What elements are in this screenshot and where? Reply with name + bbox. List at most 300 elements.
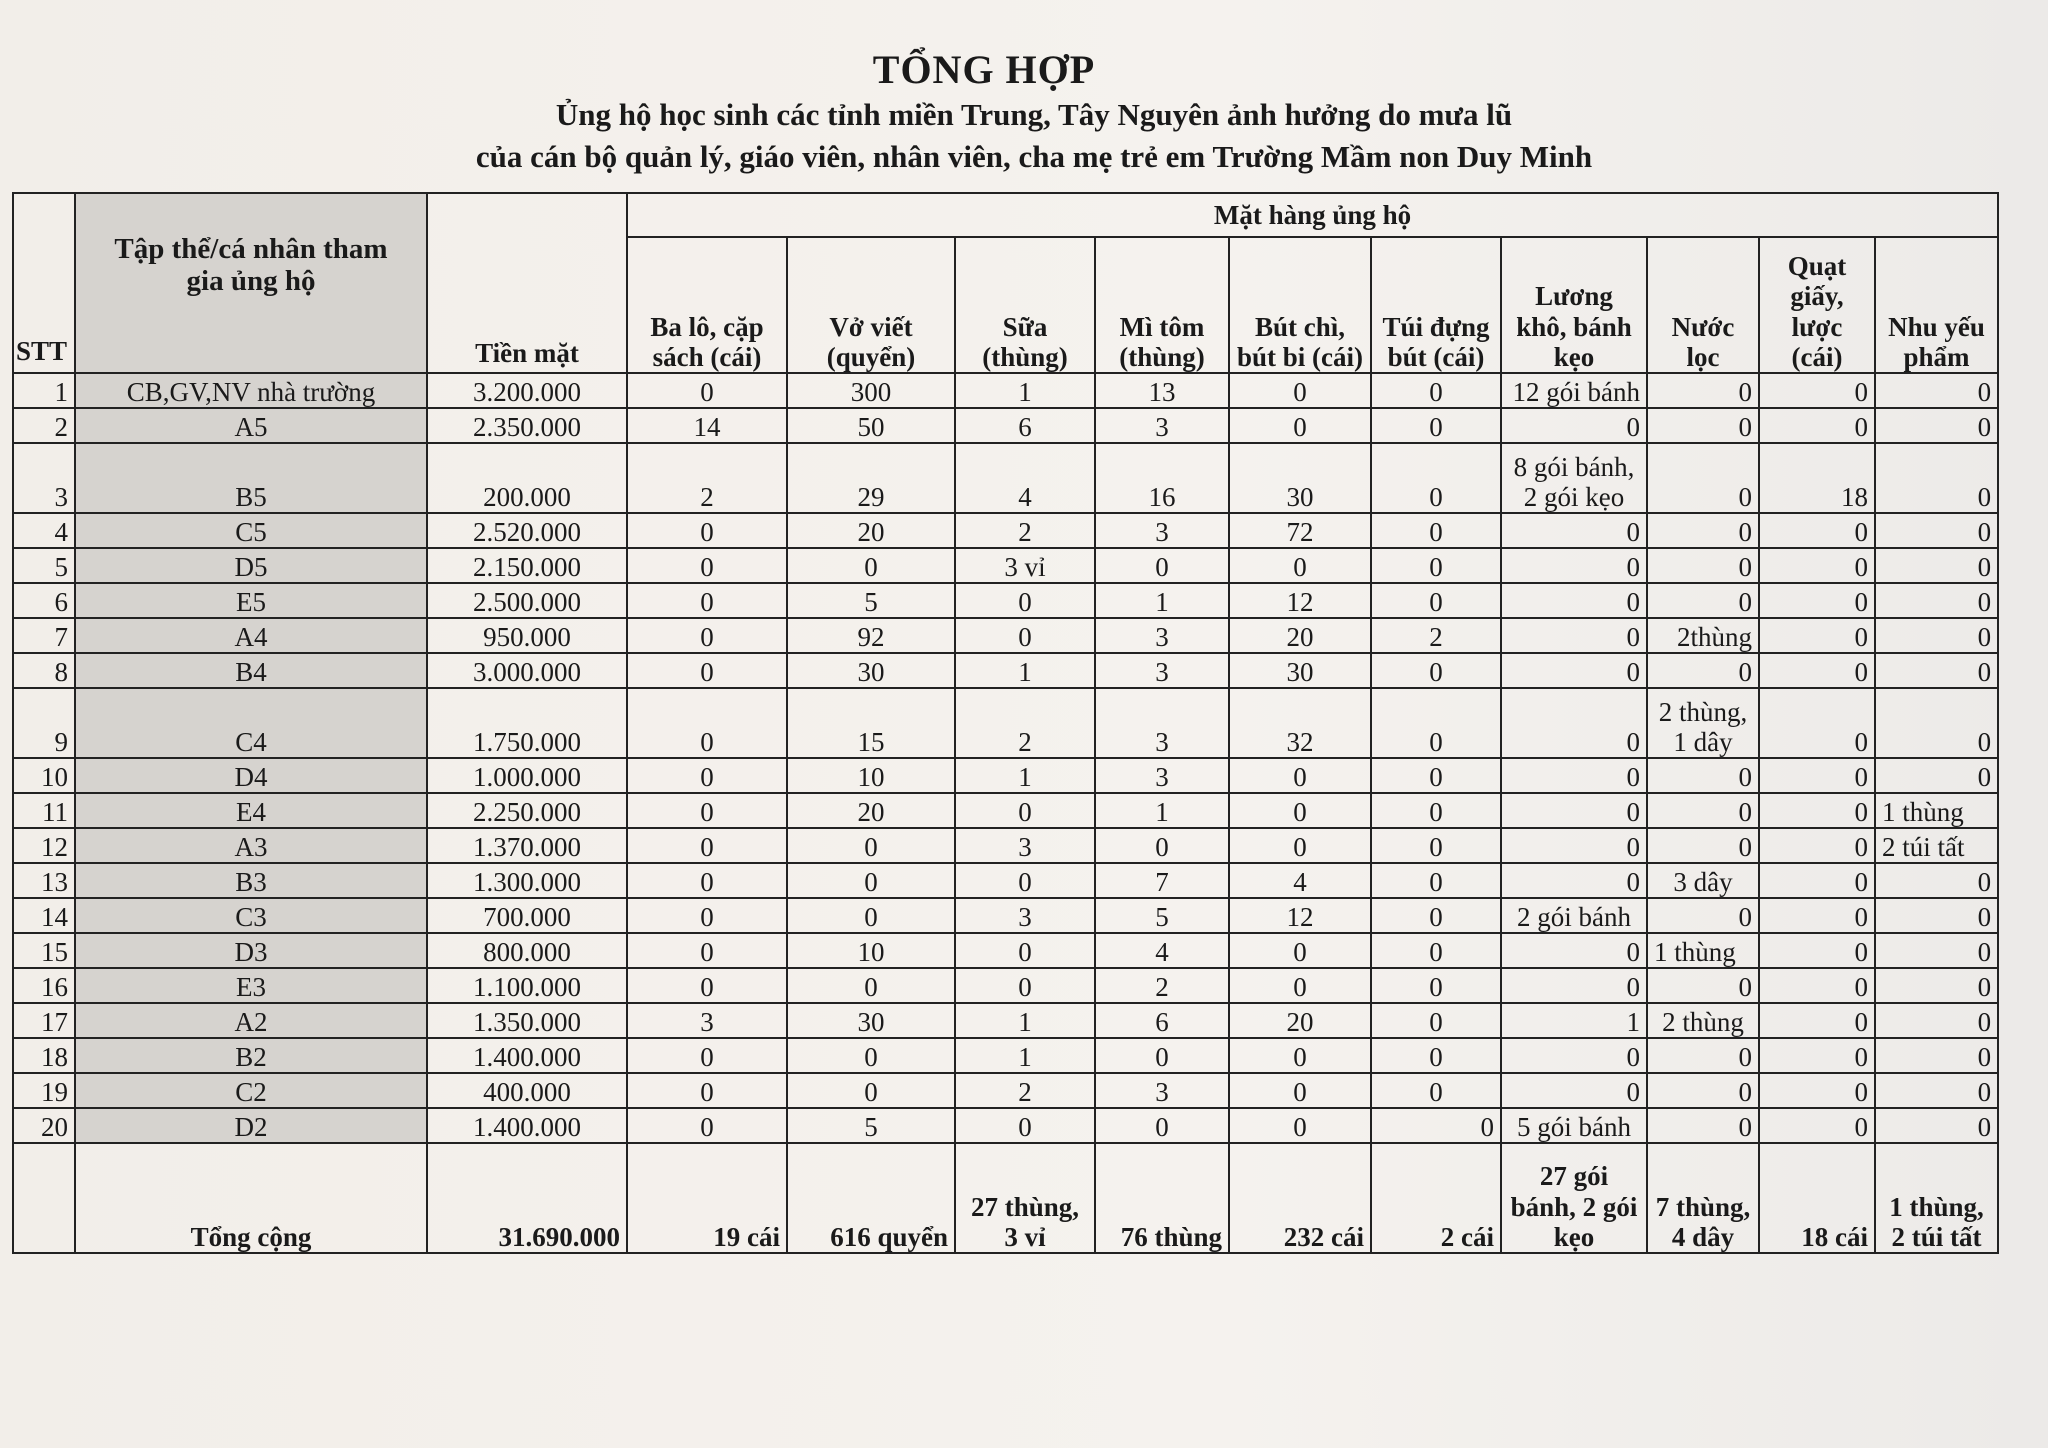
total-pencase: 2 cái <box>1371 1143 1501 1253</box>
cell-noodle: 3 <box>1095 618 1229 653</box>
cell-cash: 400.000 <box>427 1073 627 1108</box>
cell-cash: 2.520.000 <box>427 513 627 548</box>
total-cash: 31.690.000 <box>427 1143 627 1253</box>
cell-backpack: 0 <box>627 1108 787 1143</box>
cell-noodle: 3 <box>1095 758 1229 793</box>
cell-notebook: 50 <box>787 408 955 443</box>
cell-cash: 1.000.000 <box>427 758 627 793</box>
cell-notebook: 10 <box>787 758 955 793</box>
cell-backpack: 0 <box>627 968 787 1003</box>
table-row <box>13 1038 1998 1073</box>
cell-fan: 0 <box>1759 373 1875 408</box>
cell-stt: 7 <box>13 618 75 653</box>
cell-essentials: 0 <box>1875 863 1998 898</box>
cell-milk: 0 <box>955 618 1095 653</box>
cell-essentials: 0 <box>1875 583 1998 618</box>
cell-pen: 30 <box>1229 443 1371 513</box>
cell-water: 0 <box>1647 373 1759 408</box>
table-row <box>13 793 1998 828</box>
cell-cash: 1.100.000 <box>427 968 627 1003</box>
cell-fan: 0 <box>1759 1108 1875 1143</box>
table-row <box>13 583 1998 618</box>
cell-pencase: 0 <box>1371 1073 1501 1108</box>
cell-pencase: 2 <box>1371 618 1501 653</box>
cell-milk: 3 vỉ <box>955 548 1095 583</box>
cell-food: 0 <box>1501 1038 1647 1073</box>
cell-backpack: 0 <box>627 548 787 583</box>
cell-backpack: 0 <box>627 758 787 793</box>
cell-notebook: 0 <box>787 898 955 933</box>
cell-essentials: 1 thùng <box>1875 793 1998 828</box>
cell-pen: 72 <box>1229 513 1371 548</box>
cell-noodle: 2 <box>1095 968 1229 1003</box>
cell-pen: 0 <box>1229 968 1371 1003</box>
cell-pencase: 0 <box>1371 898 1501 933</box>
cell-water: 2thùng <box>1647 618 1759 653</box>
cell-name: B3 <box>75 863 427 898</box>
cell-milk: 3 <box>955 828 1095 863</box>
cell-food: 0 <box>1501 583 1647 618</box>
cell-noodle: 3 <box>1095 408 1229 443</box>
cell-pencase: 0 <box>1371 653 1501 688</box>
cell-essentials: 0 <box>1875 968 1998 1003</box>
cell-water: 0 <box>1647 1073 1759 1108</box>
cell-milk: 1 <box>955 1038 1095 1073</box>
cell-pencase: 0 <box>1371 933 1501 968</box>
cell-water: 0 <box>1647 1038 1759 1073</box>
cell-pen: 4 <box>1229 863 1371 898</box>
cell-cash: 3.200.000 <box>427 373 627 408</box>
header-water: Nước lọc <box>1647 237 1759 373</box>
cell-pencase: 0 <box>1371 863 1501 898</box>
cell-stt: 3 <box>13 443 75 513</box>
cell-cash: 2.250.000 <box>427 793 627 828</box>
cell-milk: 0 <box>955 793 1095 828</box>
cell-backpack: 0 <box>627 1073 787 1108</box>
cell-cash: 2.500.000 <box>427 583 627 618</box>
cell-essentials: 0 <box>1875 1108 1998 1143</box>
cell-notebook: 92 <box>787 618 955 653</box>
cell-noodle: 13 <box>1095 373 1229 408</box>
cell-cash: 200.000 <box>427 443 627 513</box>
cell-food: 0 <box>1501 618 1647 653</box>
cell-food: 0 <box>1501 513 1647 548</box>
cell-name: A3 <box>75 828 427 863</box>
cell-food: 0 <box>1501 968 1647 1003</box>
cell-essentials: 0 <box>1875 688 1998 758</box>
cell-pen: 0 <box>1229 1108 1371 1143</box>
cell-milk: 2 <box>955 1073 1095 1108</box>
cell-pen: 0 <box>1229 758 1371 793</box>
cell-fan: 0 <box>1759 1073 1875 1108</box>
cell-cash: 700.000 <box>427 898 627 933</box>
cell-notebook: 30 <box>787 653 955 688</box>
cell-notebook: 300 <box>787 373 955 408</box>
cell-food: 1 <box>1501 1003 1647 1038</box>
cell-essentials: 0 <box>1875 1003 1998 1038</box>
cell-name: E4 <box>75 793 427 828</box>
cell-stt: 5 <box>13 548 75 583</box>
total-notebook: 616 quyển <box>787 1143 955 1253</box>
cell-backpack: 0 <box>627 898 787 933</box>
header-fan: Quạt giấy, lược (cái) <box>1759 237 1875 373</box>
cell-essentials: 0 <box>1875 513 1998 548</box>
cell-noodle: 1 <box>1095 793 1229 828</box>
total-row <box>13 1143 1998 1253</box>
cell-pen: 0 <box>1229 828 1371 863</box>
cell-water: 0 <box>1647 653 1759 688</box>
cell-food: 0 <box>1501 1073 1647 1108</box>
cell-noodle: 0 <box>1095 548 1229 583</box>
cell-backpack: 0 <box>627 653 787 688</box>
cell-fan: 0 <box>1759 1038 1875 1073</box>
total-milk: 27 thùng, 3 vỉ <box>955 1143 1095 1253</box>
cell-fan: 0 <box>1759 898 1875 933</box>
cell-backpack: 14 <box>627 408 787 443</box>
cell-noodle: 4 <box>1095 933 1229 968</box>
cell-pen: 0 <box>1229 548 1371 583</box>
cell-notebook: 0 <box>787 828 955 863</box>
cell-water: 1 thùng <box>1647 933 1759 968</box>
cell-stt: 19 <box>13 1073 75 1108</box>
cell-water: 0 <box>1647 443 1759 513</box>
cell-cash: 1.300.000 <box>427 863 627 898</box>
cell-name: CB,GV,NV nhà trường <box>75 373 427 408</box>
cell-fan: 0 <box>1759 548 1875 583</box>
cell-stt: 15 <box>13 933 75 968</box>
cell-stt: 13 <box>13 863 75 898</box>
cell-milk: 4 <box>955 443 1095 513</box>
title-block <box>0 46 2048 175</box>
cell-pencase: 0 <box>1371 828 1501 863</box>
cell-name: A5 <box>75 408 427 443</box>
cell-essentials: 0 <box>1875 933 1998 968</box>
cell-stt: 2 <box>13 408 75 443</box>
cell-backpack: 0 <box>627 1038 787 1073</box>
cell-pencase: 0 <box>1371 408 1501 443</box>
cell-fan: 0 <box>1759 513 1875 548</box>
cell-water: 0 <box>1647 548 1759 583</box>
header-pen: Bút chì, bút bi (cái) <box>1229 237 1371 373</box>
table-row <box>13 513 1998 548</box>
cell-name: D2 <box>75 1108 427 1143</box>
cell-milk: 2 <box>955 513 1095 548</box>
cell-water: 0 <box>1647 408 1759 443</box>
header-notebook: Vở viết (quyển) <box>787 237 955 373</box>
cell-milk: 1 <box>955 758 1095 793</box>
cell-fan: 0 <box>1759 863 1875 898</box>
cell-name: A2 <box>75 1003 427 1038</box>
table-row <box>13 548 1998 583</box>
cell-milk: 0 <box>955 933 1095 968</box>
cell-backpack: 0 <box>627 688 787 758</box>
header-backpack: Ba lô, cặp sách (cái) <box>627 237 787 373</box>
header-milk: Sữa (thùng) <box>955 237 1095 373</box>
cell-notebook: 30 <box>787 1003 955 1038</box>
cell-milk: 0 <box>955 863 1095 898</box>
cell-name: B2 <box>75 1038 427 1073</box>
cell-milk: 1 <box>955 373 1095 408</box>
cell-food: 2 gói bánh <box>1501 898 1647 933</box>
cell-name: B5 <box>75 443 427 513</box>
cell-essentials: 0 <box>1875 898 1998 933</box>
cell-fan: 18 <box>1759 443 1875 513</box>
cell-name: E3 <box>75 968 427 1003</box>
cell-notebook: 10 <box>787 933 955 968</box>
cell-fan: 0 <box>1759 618 1875 653</box>
cell-noodle: 1 <box>1095 583 1229 618</box>
cell-cash: 1.350.000 <box>427 1003 627 1038</box>
cell-stt: 8 <box>13 653 75 688</box>
cell-pen: 0 <box>1229 793 1371 828</box>
cell-pencase: 0 <box>1371 1038 1501 1073</box>
cell-notebook: 0 <box>787 863 955 898</box>
cell-stt: 20 <box>13 1108 75 1143</box>
table-row <box>13 1003 1998 1038</box>
cell-essentials: 0 <box>1875 373 1998 408</box>
cell-cash: 3.000.000 <box>427 653 627 688</box>
cell-pencase: 0 <box>1371 688 1501 758</box>
table-row <box>13 443 1998 513</box>
cell-pencase: 0 <box>1371 793 1501 828</box>
cell-pen: 32 <box>1229 688 1371 758</box>
cell-essentials: 2 túi tất <box>1875 828 1998 863</box>
cell-food: 0 <box>1501 688 1647 758</box>
table-row <box>13 828 1998 863</box>
cell-fan: 0 <box>1759 933 1875 968</box>
cell-cash: 1.400.000 <box>427 1038 627 1073</box>
cell-food: 0 <box>1501 933 1647 968</box>
header-goods-group: Mặt hàng ủng hộ <box>627 193 1998 237</box>
cell-pen: 0 <box>1229 1073 1371 1108</box>
cell-backpack: 2 <box>627 443 787 513</box>
cell-stt: 4 <box>13 513 75 548</box>
cell-milk: 0 <box>955 968 1095 1003</box>
cell-stt: 1 <box>13 373 75 408</box>
cell-pen: 20 <box>1229 618 1371 653</box>
cell-backpack: 0 <box>627 828 787 863</box>
cell-water: 0 <box>1647 828 1759 863</box>
cell-name: C4 <box>75 688 427 758</box>
total-food: 27 gói bánh, 2 gói kẹo <box>1501 1143 1647 1253</box>
cell-stt: 17 <box>13 1003 75 1038</box>
cell-name: D5 <box>75 548 427 583</box>
document-subtitle-2: của cán bộ quản lý, giáo viên, nhân viên, cha mẹ trẻ em Trường Mầm non Duy Minh <box>475 139 1593 174</box>
cell-stt: 18 <box>13 1038 75 1073</box>
cell-pen: 0 <box>1229 373 1371 408</box>
cell-backpack: 0 <box>627 373 787 408</box>
cell-notebook: 0 <box>787 548 955 583</box>
table-row <box>13 373 1998 408</box>
cell-notebook: 0 <box>787 1038 955 1073</box>
cell-water: 0 <box>1647 583 1759 618</box>
cell-notebook: 5 <box>787 583 955 618</box>
cell-pencase: 0 <box>1371 513 1501 548</box>
table-row <box>13 863 1998 898</box>
table-row <box>13 898 1998 933</box>
cell-essentials: 0 <box>1875 1038 1998 1073</box>
cell-stt: 12 <box>13 828 75 863</box>
cell-fan: 0 <box>1759 583 1875 618</box>
cell-milk: 0 <box>955 583 1095 618</box>
cell-backpack: 0 <box>627 618 787 653</box>
cell-stt: 10 <box>13 758 75 793</box>
table-row <box>13 688 1998 758</box>
cell-pen: 0 <box>1229 408 1371 443</box>
cell-water: 0 <box>1647 793 1759 828</box>
cell-pencase: 0 <box>1371 968 1501 1003</box>
cell-name: E5 <box>75 583 427 618</box>
cell-pen: 30 <box>1229 653 1371 688</box>
cell-essentials: 0 <box>1875 653 1998 688</box>
cell-water: 3 dây <box>1647 863 1759 898</box>
header-pencase: Túi đựng bút (cái) <box>1371 237 1501 373</box>
cell-essentials: 0 <box>1875 1073 1998 1108</box>
cell-water: 0 <box>1647 758 1759 793</box>
donation-table <box>12 192 1999 1254</box>
cell-noodle: 0 <box>1095 1038 1229 1073</box>
cell-essentials: 0 <box>1875 443 1998 513</box>
cell-pencase: 0 <box>1371 548 1501 583</box>
cell-noodle: 5 <box>1095 898 1229 933</box>
header-stt: STT <box>13 193 75 373</box>
cell-pencase: 0 <box>1371 1003 1501 1038</box>
cell-food: 0 <box>1501 408 1647 443</box>
document-title: TỔNG HỢP <box>872 47 1096 92</box>
table-row <box>13 968 1998 1003</box>
cell-noodle: 3 <box>1095 653 1229 688</box>
cell-backpack: 0 <box>627 863 787 898</box>
cell-pencase: 0 <box>1371 373 1501 408</box>
cell-noodle: 3 <box>1095 688 1229 758</box>
cell-backpack: 0 <box>627 583 787 618</box>
cell-stt: 11 <box>13 793 75 828</box>
cell-name: A4 <box>75 618 427 653</box>
cell-pen: 0 <box>1229 1038 1371 1073</box>
table-row <box>13 933 1998 968</box>
header-essentials: Nhu yếu phẩm <box>1875 237 1998 373</box>
cell-food: 8 gói bánh, 2 gói kẹo <box>1501 443 1647 513</box>
cell-water: 2 thùng, 1 dây <box>1647 688 1759 758</box>
table-row <box>13 653 1998 688</box>
header-participant: Tập thể/cá nhân tham gia ủng hộ <box>75 193 427 373</box>
cell-pencase: 0 <box>1371 443 1501 513</box>
cell-food: 0 <box>1501 653 1647 688</box>
cell-pencase: 0 <box>1371 758 1501 793</box>
cell-noodle: 6 <box>1095 1003 1229 1038</box>
total-fan: 18 cái <box>1759 1143 1875 1253</box>
cell-name: B4 <box>75 653 427 688</box>
cell-milk: 6 <box>955 408 1095 443</box>
cell-pen: 12 <box>1229 583 1371 618</box>
cell-notebook: 0 <box>787 968 955 1003</box>
cell-milk: 3 <box>955 898 1095 933</box>
cell-milk: 2 <box>955 688 1095 758</box>
cell-notebook: 20 <box>787 513 955 548</box>
cell-backpack: 0 <box>627 793 787 828</box>
cell-pencase: 0 <box>1371 1108 1501 1143</box>
cell-cash: 1.370.000 <box>427 828 627 863</box>
document-subtitle-1: Ủng hộ học sinh các tỉnh miền Trung, Tây Nguyên ảnh hưởng do mưa lũ <box>555 97 1513 132</box>
cell-noodle: 16 <box>1095 443 1229 513</box>
cell-cash: 950.000 <box>427 618 627 653</box>
cell-notebook: 5 <box>787 1108 955 1143</box>
cell-pen: 20 <box>1229 1003 1371 1038</box>
cell-stt: 14 <box>13 898 75 933</box>
cell-name: C5 <box>75 513 427 548</box>
cell-milk: 0 <box>955 1108 1095 1143</box>
cell-notebook: 0 <box>787 1073 955 1108</box>
table-row <box>13 408 1998 443</box>
cell-milk: 1 <box>955 1003 1095 1038</box>
cell-fan: 0 <box>1759 968 1875 1003</box>
cell-backpack: 0 <box>627 933 787 968</box>
cell-stt: 16 <box>13 968 75 1003</box>
cell-noodle: 3 <box>1095 513 1229 548</box>
cell-stt: 6 <box>13 583 75 618</box>
cell-water: 0 <box>1647 1108 1759 1143</box>
cell-fan: 0 <box>1759 828 1875 863</box>
cell-stt: 9 <box>13 688 75 758</box>
cell-cash: 1.400.000 <box>427 1108 627 1143</box>
header-food: Lương khô, bánh kẹo <box>1501 237 1647 373</box>
total-essentials: 1 thùng, 2 túi tất <box>1875 1143 1998 1253</box>
cell-noodle: 0 <box>1095 828 1229 863</box>
cell-food: 0 <box>1501 758 1647 793</box>
header-cash: Tiền mặt <box>427 193 627 373</box>
cell-fan: 0 <box>1759 758 1875 793</box>
cell-fan: 0 <box>1759 1003 1875 1038</box>
cell-food: 12 gói bánh <box>1501 373 1647 408</box>
cell-cash: 2.350.000 <box>427 408 627 443</box>
cell-essentials: 0 <box>1875 618 1998 653</box>
cell-total-stt <box>13 1143 75 1253</box>
cell-food: 0 <box>1501 863 1647 898</box>
cell-pen: 0 <box>1229 933 1371 968</box>
cell-noodle: 3 <box>1095 1073 1229 1108</box>
cell-pencase: 0 <box>1371 583 1501 618</box>
total-backpack: 19 cái <box>627 1143 787 1253</box>
cell-notebook: 15 <box>787 688 955 758</box>
cell-noodle: 0 <box>1095 1108 1229 1143</box>
cell-backpack: 3 <box>627 1003 787 1038</box>
cell-name: D4 <box>75 758 427 793</box>
cell-food: 5 gói bánh <box>1501 1108 1647 1143</box>
cell-food: 0 <box>1501 828 1647 863</box>
cell-food: 0 <box>1501 548 1647 583</box>
cell-name: C3 <box>75 898 427 933</box>
cell-food: 0 <box>1501 793 1647 828</box>
cell-pen: 12 <box>1229 898 1371 933</box>
total-label: Tổng cộng <box>75 1143 427 1253</box>
total-water: 7 thùng, 4 dây <box>1647 1143 1759 1253</box>
cell-backpack: 0 <box>627 513 787 548</box>
cell-fan: 0 <box>1759 688 1875 758</box>
cell-name: C2 <box>75 1073 427 1108</box>
cell-fan: 0 <box>1759 408 1875 443</box>
cell-notebook: 20 <box>787 793 955 828</box>
cell-cash: 1.750.000 <box>427 688 627 758</box>
cell-water: 0 <box>1647 898 1759 933</box>
cell-fan: 0 <box>1759 653 1875 688</box>
table-row <box>13 758 1998 793</box>
total-noodle: 76 thùng <box>1095 1143 1229 1253</box>
cell-milk: 1 <box>955 653 1095 688</box>
header-noodle: Mì tôm (thùng) <box>1095 237 1229 373</box>
cell-noodle: 7 <box>1095 863 1229 898</box>
total-pen: 232 cái <box>1229 1143 1371 1253</box>
cell-essentials: 0 <box>1875 408 1998 443</box>
